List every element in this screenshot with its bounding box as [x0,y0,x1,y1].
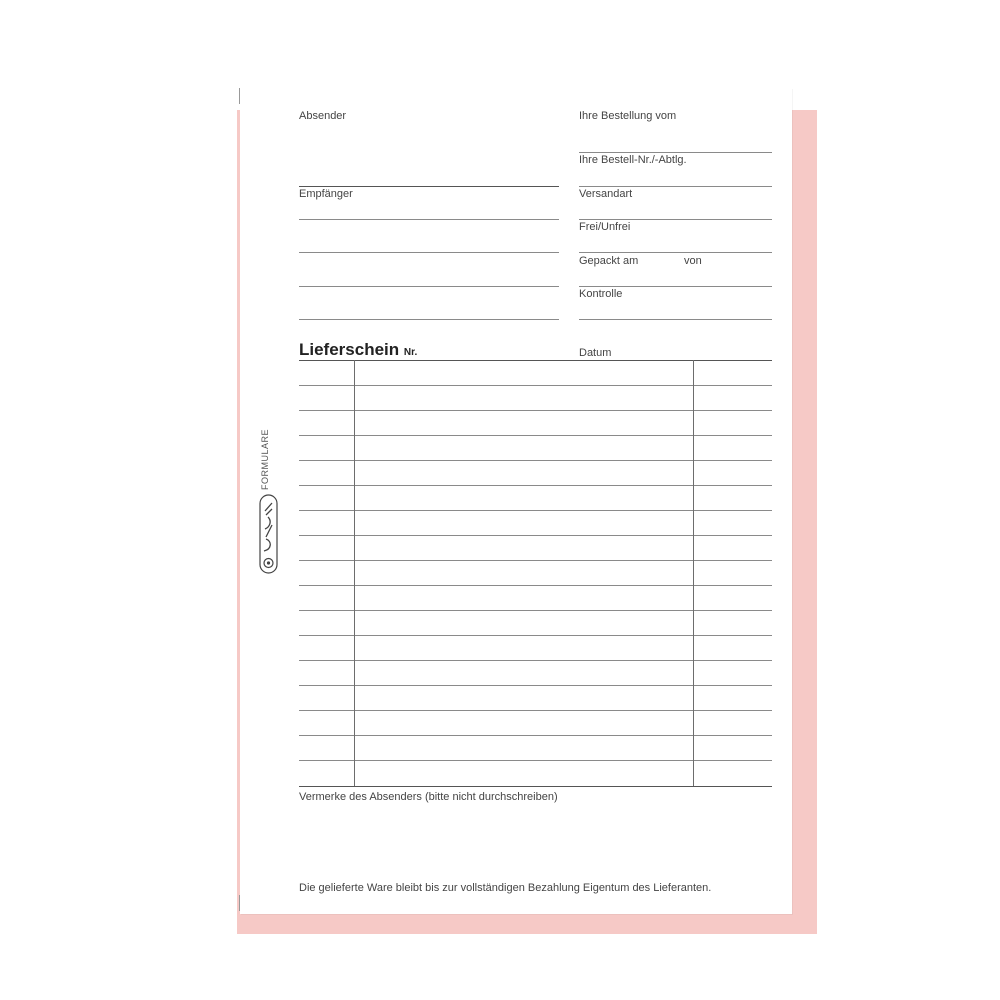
table-row-line [299,535,772,536]
brand-tagline: FORMULARE [260,428,270,490]
table-bottom-rule [299,786,772,787]
table-row-line [299,485,772,486]
table-row-line [299,560,772,561]
frei-unfrei-label: Frei/Unfrei [579,221,631,233]
bestell-nr-label: Ihre Bestell-Nr./-Abtlg. [579,154,687,166]
margin-tick-bottom [239,895,240,911]
table-row-line [299,735,772,736]
absender-label: Absender [299,110,347,122]
table-row-line [299,760,772,761]
form-title-text: Lieferschein [299,340,400,359]
margin-tick-top [239,88,240,104]
table-row-line [299,460,772,461]
versandart-label: Versandart [579,188,633,200]
kontrolle-label: Kontrolle [579,288,623,300]
bestellung-vom-line [579,152,772,153]
footer-note: Die gelieferte Ware bleibt bis zur vollständigen Bezahlung Eigentum des Lieferanten. [299,882,712,894]
table-row-line [299,410,772,411]
form-number-label: Nr. [403,347,418,358]
empfaenger-line-3 [299,286,559,287]
datum-label: Datum [579,347,612,359]
table-top-rule [299,360,772,361]
empfaenger-label: Empfänger [299,188,353,200]
empfaenger-line-2 [299,252,559,253]
table-row-line [299,435,772,436]
bestellung-vom-label: Ihre Bestellung vom [579,110,677,122]
form-title [299,340,417,360]
vermerke-label: Vermerke des Absenders (bitte nicht durchschreiben) [299,791,558,803]
table-row-line [299,660,772,661]
table-row-line [299,385,772,386]
kontrolle-line [579,319,772,320]
table-row-line [299,710,772,711]
frei-unfrei-line [579,252,772,253]
von-label: von [684,255,702,267]
table-column-divider-left [354,360,355,786]
gepackt-line [579,286,772,287]
table-row-line [299,510,772,511]
table-row-line [299,635,772,636]
empfaenger-line-4 [299,319,559,320]
empfaenger-line-1 [299,219,559,220]
table-row-line [299,610,772,611]
gepackt-am-label: Gepackt am [579,255,639,267]
table-column-divider-right [693,360,694,786]
table-row-line [299,585,772,586]
bestell-nr-line [579,186,772,187]
versandart-line [579,219,772,220]
absender-line [299,186,559,187]
table-row-line [299,685,772,686]
